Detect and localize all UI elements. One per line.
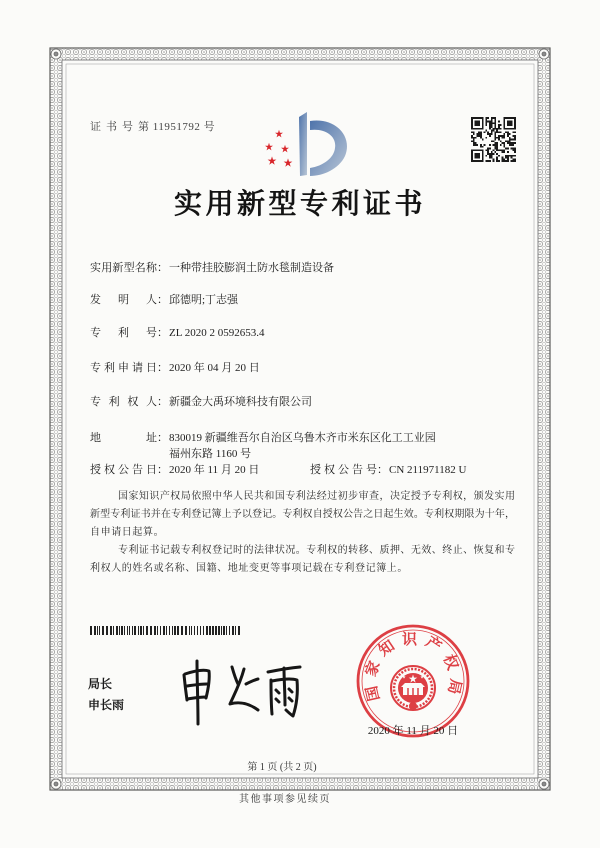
field-patentee (90, 394, 312, 410)
field-separator: ： (157, 327, 168, 339)
address-line: 830019 新疆维吾尔自治区乌鲁木齐市米东区化工工业园 (169, 432, 436, 444)
statement-line: 国家知识产权局依照中华人民共和国专利法经过初步审查，决定授予专利权，颁发实用 (118, 491, 515, 502)
logo-stem (299, 112, 307, 176)
field-grant-number (310, 462, 466, 478)
field-filing-date (90, 360, 260, 376)
field-separator: ： (157, 432, 168, 444)
field-separator: ： (157, 294, 168, 306)
certificate-number-value: 第 11951792 号 (138, 121, 216, 133)
certificate-number-label: 证书号 (90, 121, 138, 133)
patent-number-value: ZL 2020 2 0592653.4 (169, 327, 265, 339)
field-label: 授权公告号 (310, 464, 377, 476)
inventors-value: 邱德明;丁志强 (169, 294, 239, 306)
field-label: 实用新型名称 (90, 262, 157, 274)
logo-bowl (310, 120, 347, 176)
utility-model-name: 一种带挂胶膨润土防水毯制造设备 (169, 262, 334, 274)
field-label: 授权公告日 (90, 464, 157, 476)
signatory-title: 局长 (88, 677, 113, 691)
field-patent-number (90, 325, 265, 341)
statement-line: 自申请日起算。 (90, 527, 165, 538)
field-label: 地址 (90, 432, 157, 444)
field-inventors (90, 292, 238, 308)
signatory-name: 申长雨 (88, 698, 125, 712)
statement-line: 新型专利证书并在专利登记簿上予以登记。专利权自授权公告之日起生效。专利权期限为十年， (90, 509, 515, 520)
seal-text: 国家知识产权局 (362, 631, 464, 703)
logo-star (275, 130, 283, 138)
cnipa-logo-icon (265, 112, 347, 176)
field-separator: ： (157, 362, 168, 374)
logo-star (265, 143, 273, 151)
statement-line: 专利证书记载专利权登记时的法律状况。专利权的转移、质押、无效、终止、恢复和专 (118, 545, 515, 556)
page-title: 实用新型专利证书 (173, 189, 426, 220)
address-line: 福州东路 1160 号 (169, 448, 252, 460)
barcode-icon (90, 626, 240, 635)
official-seal-icon (358, 626, 468, 736)
barcode-bars (90, 626, 240, 635)
seal-date: 2020 年 11 月 20 日 (367, 725, 459, 737)
logo-star (284, 158, 293, 166)
grant-date-value: 2020 年 11 月 20 日 (169, 464, 260, 476)
page-number: 第 1 页 (共 2 页) (247, 762, 317, 773)
address-value (169, 430, 436, 462)
qr-code-icon (470, 116, 517, 163)
field-separator: ： (377, 464, 388, 476)
field-separator: ： (157, 396, 168, 408)
field-separator: ： (157, 464, 168, 476)
filing-date-value: 2020 年 04 月 20 日 (169, 362, 260, 374)
field-label: 专利申请日 (90, 362, 157, 374)
field-label: 发明人 (90, 294, 157, 306)
field-utility-model-name (90, 260, 334, 276)
patentee-value: 新疆金大禹环境科技有限公司 (169, 396, 312, 408)
field-grant-date (90, 462, 259, 478)
statement-line: 利权人的姓名或名称、国籍、地址变更等事项记载在专利登记簿上。 (90, 563, 408, 574)
national-emblem-icon (391, 666, 435, 710)
certificate-number (90, 119, 215, 135)
field-address (90, 430, 436, 462)
field-label: 专利号 (90, 327, 157, 339)
grant-number-value: CN 211971182 U (389, 464, 467, 476)
field-label: 专利权人 (90, 396, 157, 408)
logo-star (281, 145, 289, 153)
field-separator: ： (157, 262, 168, 274)
handwritten-signature (184, 661, 300, 724)
grant-statement (90, 488, 515, 578)
logo-star (268, 156, 277, 164)
continued-note: 其他事项参见续页 (239, 794, 331, 805)
